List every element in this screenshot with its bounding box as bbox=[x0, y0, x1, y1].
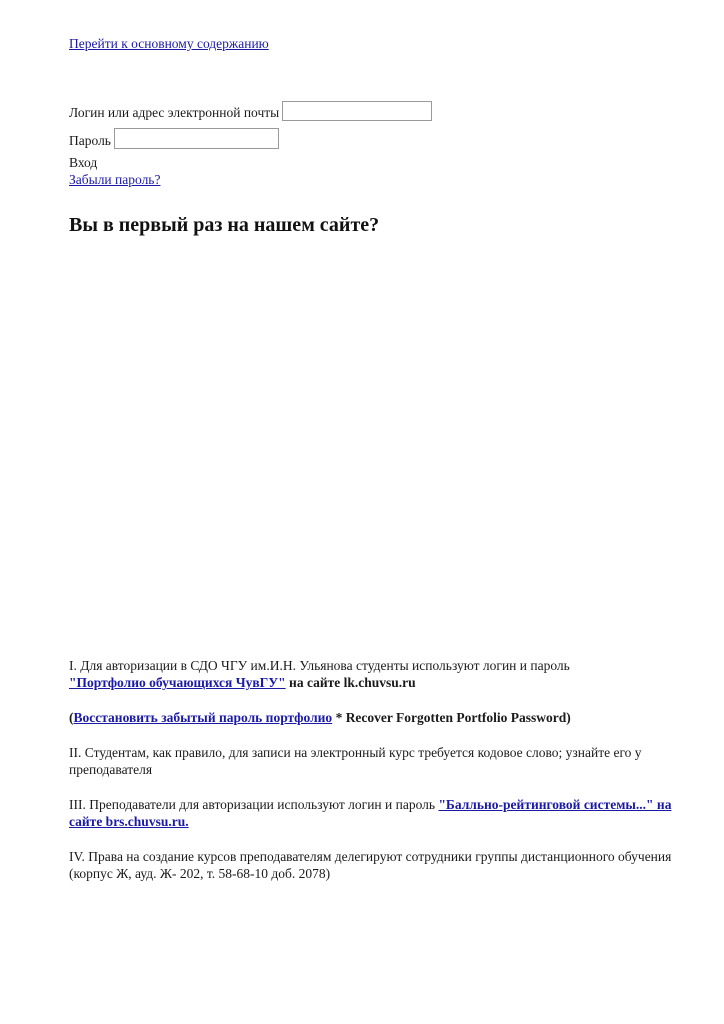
forgot-password-link[interactable]: Забыли пароль? bbox=[69, 172, 161, 187]
info-p3-text: II. Студентам, как правило, для записи на электронный курс требуется кодовое слово; узнайте его у преподавателя bbox=[69, 745, 642, 777]
info-p4-text: III. Преподаватели для авторизации используют логин и пароль bbox=[69, 797, 439, 812]
info-p2-open: ( bbox=[69, 710, 74, 725]
recover-portfolio-password-link[interactable]: Восстановить забытый пароль портфолио bbox=[73, 710, 333, 725]
username-row bbox=[69, 101, 432, 121]
login-button[interactable]: Вход bbox=[69, 155, 98, 170]
info-section bbox=[69, 657, 699, 900]
first-time-heading: Вы в первый раз на нашем сайте? bbox=[69, 214, 380, 236]
portfolio-link[interactable]: "Портфолио обучающихся ЧувГУ" bbox=[69, 675, 286, 690]
info-paragraph-1 bbox=[69, 657, 699, 691]
info-paragraph-4 bbox=[69, 796, 699, 830]
username-input[interactable] bbox=[282, 101, 432, 121]
info-paragraph-5 bbox=[69, 848, 699, 882]
password-row bbox=[69, 128, 279, 149]
skip-to-content-link[interactable]: Перейти к основному содержанию bbox=[69, 36, 269, 51]
password-label: Пароль bbox=[69, 133, 111, 148]
info-p2-suffix: * Recover Forgotten Portfolio Password) bbox=[332, 710, 571, 725]
info-p1-text: I. Для авторизации в СДО ЧГУ им.И.Н. Ульянова студенты используют логин и пароль bbox=[69, 658, 570, 673]
password-input[interactable] bbox=[114, 128, 279, 149]
info-paragraph-2 bbox=[69, 709, 699, 726]
info-p1-suffix: на сайте lk.chuvsu.ru bbox=[285, 675, 416, 690]
info-p5-text: IV. Права на создание курсов преподавателям делегируют сотрудники группы дистанционного обучения (корпус Ж, ауд. Ж- 202, т. 58-68-10 доб. 2078) bbox=[69, 849, 672, 881]
username-label: Логин или адрес электронной почты bbox=[69, 105, 280, 120]
brs-link[interactable]: "Балльно-рейтинговой системы..." на сайте brs.chuvsu.ru. bbox=[69, 797, 672, 829]
info-paragraph-3 bbox=[69, 744, 699, 778]
